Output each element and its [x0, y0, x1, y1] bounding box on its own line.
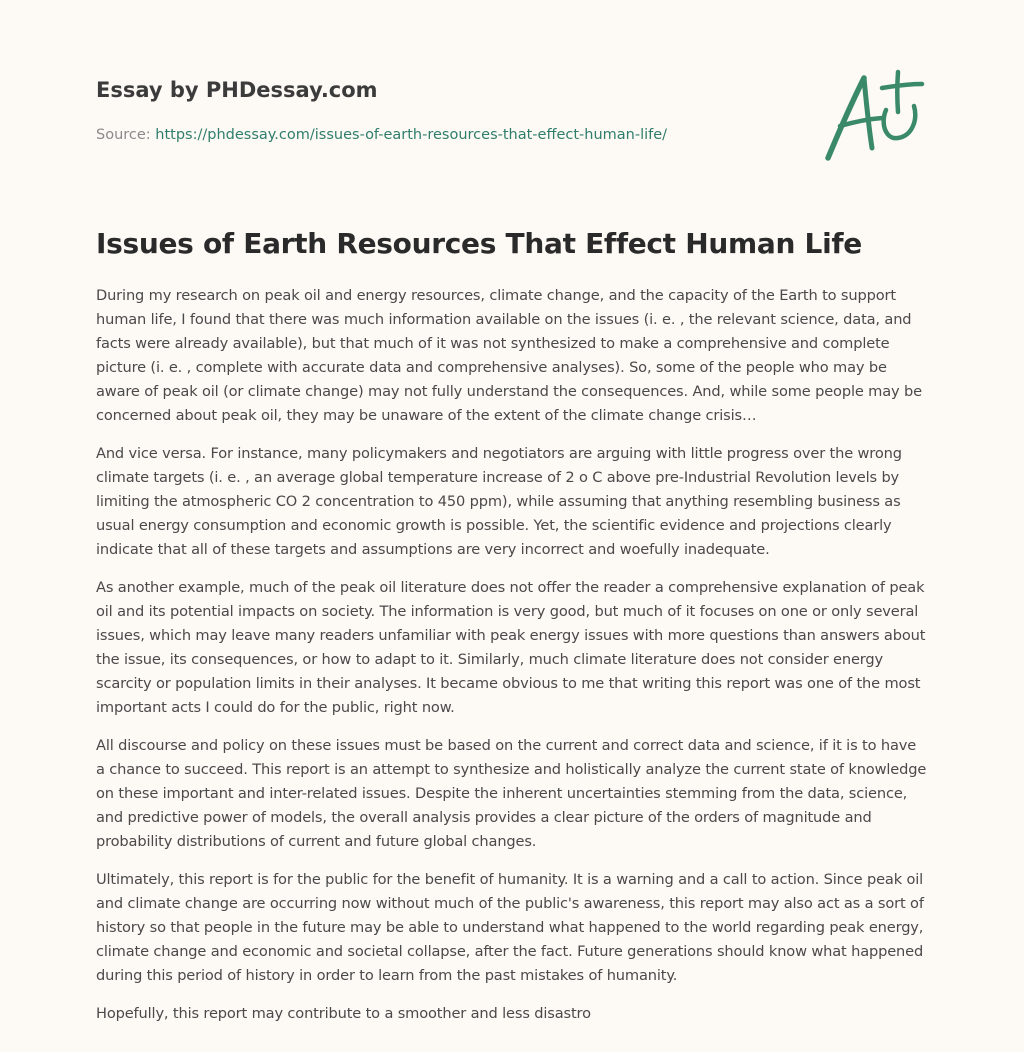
essay-paragraph: Ultimately, this report is for the public for the benefit of humanity. It is a warning and a call to action. Since peak oil and climate change are occurring now without much of the public's awareness, this report may also act as a sort of history so that people in the future may be able to understand what happened to the world regarding peak energy, climate change and economic and societal collapse, after the fact. Future generations should know what happened during this period of history in order to learn from the past mistakes of humanity.: [96, 871, 924, 984]
source-link[interactable]: https://phdessay.com/issues-of-earth-resources-that-effect-human-life/: [155, 127, 668, 143]
a-plus-grade-icon: [820, 64, 930, 168]
essay-paragraph: And vice versa. For instance, many policymakers and negotiators are arguing with little progress over the wrong climate targets (i. e. , an average global temperature increase of 2 o C above pre-Industrial Revolution levels by limiting the atmospheric CO 2 concentration to 450 ppm), while assuming that anything resembling business as usual energy consumption and economic growth is possible. Yet, the scientific evidence and projections clearly indicate that all of these targets and assumptions are very incorrect and woefully inadequate.: [96, 445, 902, 558]
source-line: [96, 125, 796, 145]
source-label: Source:: [96, 127, 151, 143]
essay-paragraph: Hopefully, this report may contribute to a smoother and less disastro: [96, 1005, 591, 1022]
essay-title: Issues of Earth Resources That Effect Human Life: [96, 227, 862, 260]
site-title: Essay by PHDessay.com: [96, 78, 378, 102]
essay-paragraph: As another example, much of the peak oil literature does not offer the reader a comprehensive explanation of peak oil and its potential impacts on society. The information is very good, but much of it focuses on one or only several issues, which may leave many readers unfamiliar with peak energy issues with more questions than answers about the issue, its consequences, or how to adapt to it. Similarly, much climate literature does not consider energy scarcity or population limits in their analyses. It became obvious to me that writing this report was one of the most important acts I could do for the public, right now.: [96, 579, 926, 716]
essay-body: [96, 284, 928, 1040]
essay-paragraph: During my research on peak oil and energy resources, climate change, and the capacity of the Earth to support human life, I found that there was much information available on the issues (i. e. , the relevant science, data, and facts were already available), but that much of it was not synthesized to make a comprehensive and complete picture (i. e. , complete with accurate data and comprehensive analyses). So, some of the people who may be aware of peak oil (or climate change) may not fully understand the consequences. And, while some people may be concerned about peak oil, they may be unaware of the extent of the climate change crisis…: [96, 287, 922, 424]
page-header: [96, 76, 796, 145]
essay-paragraph: All discourse and policy on these issues must be based on the current and correct data and science, if it is to have a chance to succeed. This report is an attempt to synthesize and holistically analyze the current state of knowledge on these important and inter-related issues. Despite the inherent uncertainties stemming from the data, science, and predictive power of models, the overall analysis provides a clear picture of the orders of magnitude and probability distributions of current and future global changes.: [96, 737, 927, 850]
